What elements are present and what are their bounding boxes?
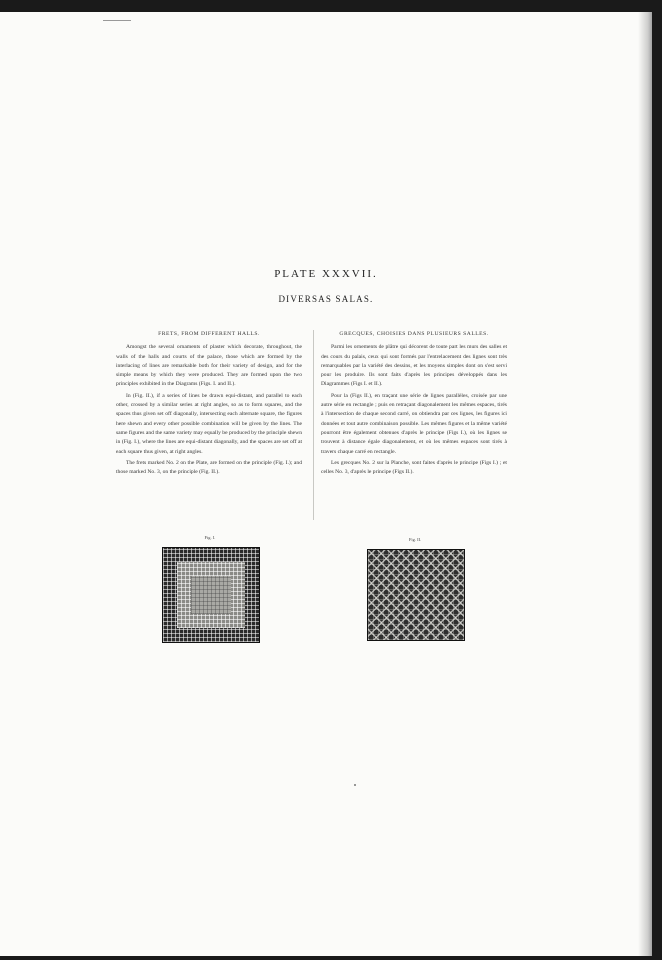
french-column bbox=[321, 330, 507, 479]
french-paragraph: Les grecques No. 2 sur la Planche, sont faites d'après le principe (Figs I.) ; et celles No. 3, d'après le principe (Figs II.). bbox=[321, 459, 507, 476]
paper-speck bbox=[354, 784, 356, 786]
french-paragraph: Parmi les ornements de plâtre qui décorent de toute part les murs des salles et des cours du palais, ceux qui sont formés par l'entrelacement des lignes sont très remarquables par la variété des dessins, et les moyens simples dont on s'est servi pour les produire. Ils sont faits d'après les principes développés dans les Diagrammes (Figs I. et II.). bbox=[321, 344, 507, 388]
scan-mark bbox=[103, 20, 131, 21]
fig1-label: Fig. I. bbox=[204, 535, 216, 540]
english-heading: FRETS, FROM DIFFERENT HALLS. bbox=[158, 331, 260, 337]
english-paragraph: In (Fig. II.), if a series of lines be drawn equi-distant, and parallel to each other, crossed by a similar series at right angles, so as to form squares, and the spaces thus given set off diagonally, intersecting each alternate square, the figures here shewn and every other possible combination will be given by the lines. The same figures and the same variety may equally be produced by the principle shewn in (Fig. I.), where the lines are equi-distant diagonally, and the spaces are set off at each square thus given, at right angles. bbox=[116, 392, 302, 455]
fig1-core-square bbox=[191, 576, 231, 614]
plate-subtitle: DIVERSAS SALAS. bbox=[278, 294, 374, 304]
english-column bbox=[116, 330, 302, 479]
french-paragraph: Pour la (Figs II.), en traçant une série de lignes parallèles, croisée par une autre série en rectangle ; puis en retraçant diagonalement les mêmes espaces, tirés à l'intersection de chaque second carré, on obtiendra par ces lignes, les figures ici données et tout autre combinaison possible. Les mêmes figures et la même variété pourront être également obtenues d'après le principe (Figs I.), où les lignes se trouvent à distance égale diagonalement, et où les mêmes espaces sont tirés à travers chaque carré en rectangle. bbox=[321, 392, 507, 455]
document-page bbox=[0, 12, 652, 956]
fig1-diagram bbox=[162, 547, 260, 643]
english-paragraph: The frets marked No. 2 on the Plate, are formed on the principle (Fig. I.); and those marked No. 3, on the principle (Fig. II.). bbox=[116, 459, 302, 476]
fig2-diagram bbox=[367, 549, 465, 641]
fig2-label: Fig. II. bbox=[408, 537, 422, 542]
plate-title: PLATE XXXVII. bbox=[274, 268, 378, 280]
french-heading: GRECQUES, CHOISIES DANS PLUSIEURS SALLES. bbox=[339, 331, 489, 337]
page-edge-shadow bbox=[638, 12, 652, 956]
english-paragraph: Amongst the several ornaments of plaster which decorate, throughout, the walls of the halls and courts of the palace, those which are formed by the interlacing of lines are remarkable both for their variety of design, and for the simple means by which they were produced. They are formed upon the two principles exhibited in the Diagrams (Figs. I. and II.). bbox=[116, 344, 302, 388]
column-divider bbox=[313, 330, 314, 520]
